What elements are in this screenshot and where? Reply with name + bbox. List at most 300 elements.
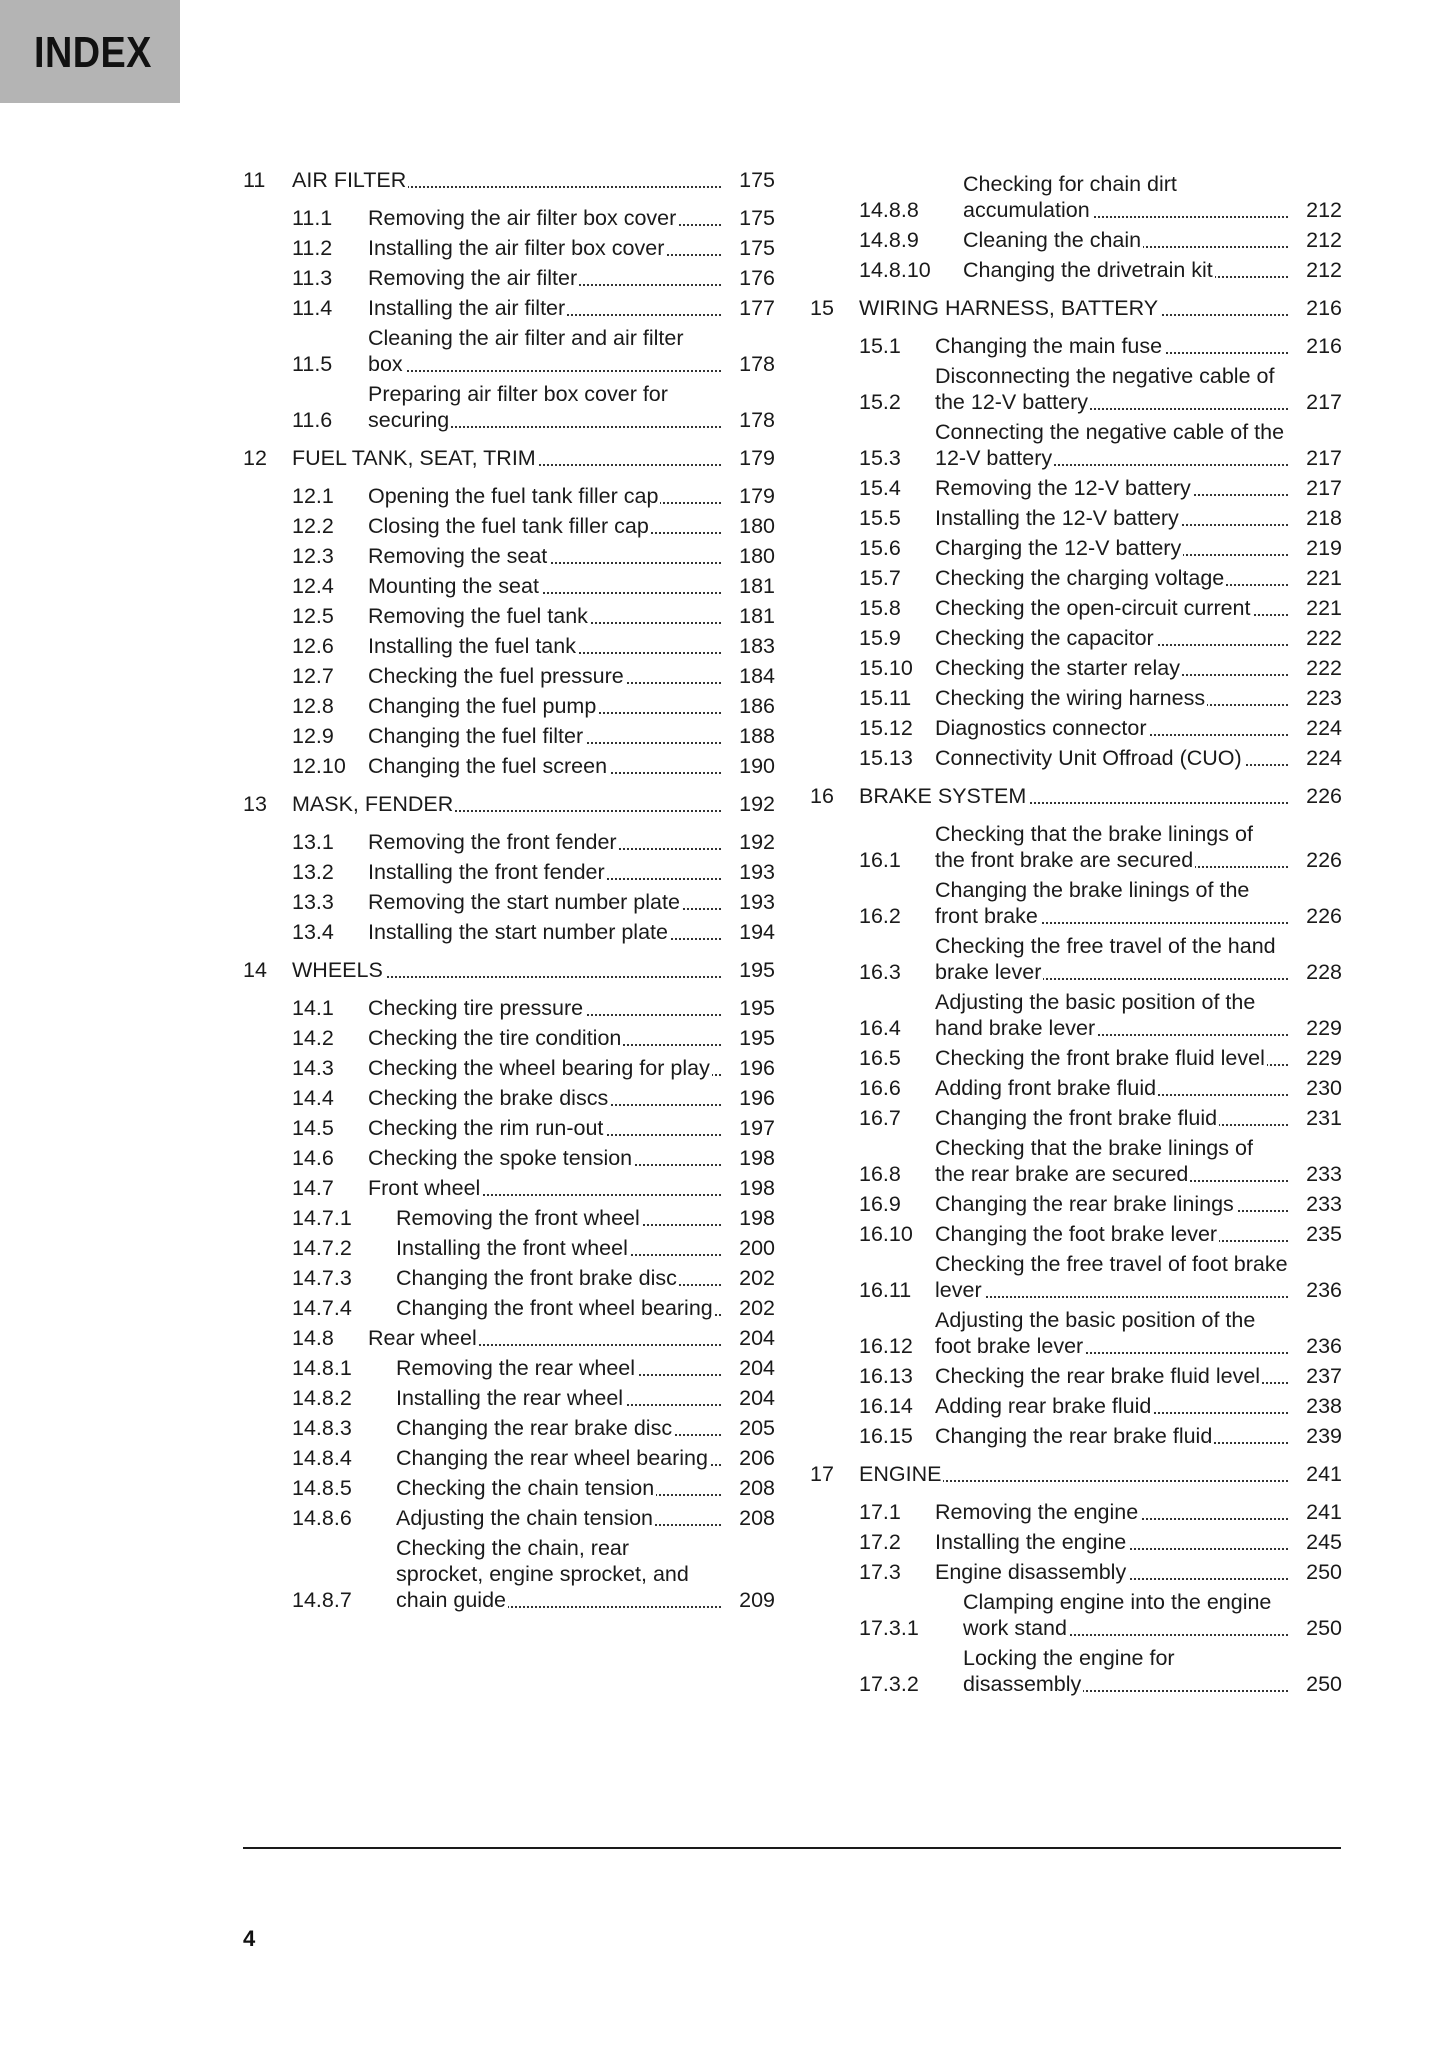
toc-entry-title-wrap <box>368 381 721 433</box>
toc-entry[interactable] <box>243 723 775 749</box>
toc-entry-page: 175 <box>721 167 775 193</box>
toc-entry-page: 222 <box>1288 625 1342 651</box>
toc-entry-title-wrap <box>368 205 721 231</box>
toc-entry-page: 200 <box>721 1235 775 1261</box>
toc-entry-number: 16.3 <box>859 960 901 984</box>
toc-entry[interactable] <box>243 265 775 291</box>
toc-entry-page: 209 <box>721 1587 775 1613</box>
toc-entry-title: Checking the wheel bearing for play <box>368 1056 710 1080</box>
toc-entry-title-line <box>935 1191 1288 1217</box>
toc-entry-number: 13.1 <box>292 830 334 854</box>
toc-entry[interactable] <box>810 1307 1342 1359</box>
toc-chapter-entry[interactable] <box>810 1461 1342 1487</box>
toc-entry[interactable] <box>243 1295 775 1321</box>
index-title: INDEX <box>34 28 152 77</box>
toc-entry[interactable] <box>810 655 1342 681</box>
toc-entry-title-wrap <box>396 1475 721 1501</box>
toc-entry[interactable] <box>243 1415 775 1441</box>
toc-entry-page: 195 <box>721 1025 775 1051</box>
toc-entry[interactable] <box>810 505 1342 531</box>
toc-entry-number: 14.7.3 <box>292 1266 352 1290</box>
toc-entry[interactable] <box>810 821 1342 873</box>
toc-entry-title: Locking the engine for disassembly <box>963 1646 1175 1696</box>
toc-entry-title: Checking the wiring harness <box>935 686 1206 710</box>
toc-entry[interactable] <box>810 1045 1342 1071</box>
toc-entry-title: Changing the brake linings of the front brake <box>935 878 1250 928</box>
toc-entry-title: Adjusting the basic position of the hand brake lever <box>935 990 1256 1040</box>
toc-entry-page: 192 <box>721 791 775 817</box>
toc-entry-title: Installing the engine <box>935 1530 1127 1554</box>
toc-entry[interactable] <box>810 227 1342 253</box>
toc-entry-page: 241 <box>1288 1461 1342 1487</box>
toc-entry-number: 14.8 <box>292 1326 334 1350</box>
toc-entry-title-wrap <box>368 603 721 629</box>
toc-entry-number: 15 <box>810 296 834 320</box>
toc-entry-page: 196 <box>721 1085 775 1111</box>
toc-entry[interactable] <box>810 419 1342 471</box>
toc-entry-title: Preparing air filter box cover for securing <box>368 382 668 432</box>
toc-entry-title: Adding front brake fluid <box>935 1076 1157 1100</box>
toc-entry[interactable] <box>810 1529 1342 1555</box>
toc-entry-page: 193 <box>721 859 775 885</box>
toc-entry-page: 212 <box>1288 257 1342 283</box>
toc-entry-title-line <box>368 889 721 915</box>
toc-entry-title-line <box>859 783 1288 809</box>
toc-entry-number: 15.8 <box>859 596 901 620</box>
toc-entry-title-wrap <box>368 633 721 659</box>
toc-entry[interactable] <box>810 1589 1342 1641</box>
toc-entry-title-wrap <box>935 1307 1288 1359</box>
toc-entry[interactable] <box>810 1559 1342 1585</box>
toc-entry-title-wrap <box>935 877 1288 929</box>
toc-entry[interactable] <box>810 1191 1342 1217</box>
toc-entry-title-wrap <box>935 1499 1288 1525</box>
toc-entry-title-line <box>935 595 1288 621</box>
toc-entry[interactable] <box>243 513 775 539</box>
toc-entry[interactable] <box>243 663 775 689</box>
toc-entry-number: 12.9 <box>292 724 334 748</box>
toc-entry-title-wrap <box>935 1135 1288 1187</box>
toc-entry[interactable] <box>243 205 775 231</box>
toc-entry-title: Mounting the seat <box>368 574 539 598</box>
toc-entry[interactable] <box>243 1055 775 1081</box>
toc-entry-page: 176 <box>721 265 775 291</box>
toc-entry-page: 221 <box>1288 595 1342 621</box>
toc-entry-number: 14.8.4 <box>292 1446 352 1470</box>
toc-entry-title-wrap <box>935 715 1288 741</box>
toc-entry-number: 14.7.2 <box>292 1236 352 1260</box>
toc-entry-page: 212 <box>1288 227 1342 253</box>
toc-entry[interactable] <box>243 1475 775 1501</box>
toc-entry-title-line <box>935 655 1288 681</box>
toc-entry-title-wrap <box>935 821 1288 873</box>
toc-entry[interactable] <box>243 693 775 719</box>
toc-entry-title: MASK, FENDER <box>292 792 454 816</box>
toc-entry-title-line <box>935 1105 1288 1131</box>
toc-entry[interactable] <box>243 889 775 915</box>
toc-entry[interactable] <box>810 363 1342 415</box>
dot-leader <box>935 1296 1288 1298</box>
toc-entry-number: 15.1 <box>859 334 901 358</box>
toc-entry-number: 11.4 <box>292 296 333 320</box>
toc-entry[interactable] <box>810 1221 1342 1247</box>
toc-entry-title-wrap <box>368 1085 721 1111</box>
page-number: 4 <box>243 1926 256 1951</box>
toc-entry-page: 217 <box>1288 445 1342 471</box>
toc-entry-title-line <box>368 663 721 689</box>
toc-entry[interactable] <box>243 1445 775 1471</box>
toc-entry-title: Checking for chain dirt accumulation <box>963 172 1177 222</box>
toc-entry-title: Removing the rear wheel <box>396 1356 636 1380</box>
toc-entry-page: 239 <box>1288 1423 1342 1449</box>
toc-entry-title: Installing the 12-V battery <box>935 506 1179 530</box>
toc-entry-title: Connectivity Unit Offroad (CUO) <box>935 746 1242 770</box>
toc-entry-title-line <box>935 505 1288 531</box>
toc-entry-number: 16.2 <box>859 904 901 928</box>
toc-entry-title-line <box>396 1385 721 1411</box>
toc-entry-page: 229 <box>1288 1015 1342 1041</box>
toc-entry-number: 17.2 <box>859 1530 901 1554</box>
toc-entry-title-line <box>935 821 1288 873</box>
toc-entry[interactable] <box>243 1325 775 1351</box>
toc-entry-title-wrap <box>935 565 1288 591</box>
toc-chapter-entry[interactable] <box>243 957 775 983</box>
toc-entry[interactable] <box>810 1075 1342 1101</box>
toc-entry-title: Removing the fuel tank <box>368 604 588 628</box>
toc-entry-number: 14.8.2 <box>292 1386 352 1410</box>
toc-entry[interactable] <box>810 685 1342 711</box>
toc-entry-page: 192 <box>721 829 775 855</box>
toc-entry-title-line <box>935 1499 1288 1525</box>
toc-entry-title-wrap <box>935 1423 1288 1449</box>
toc-entry-title-wrap <box>396 1445 721 1471</box>
toc-entry[interactable] <box>243 919 775 945</box>
toc-entry[interactable] <box>243 235 775 261</box>
toc-entry-title: Checking the charging voltage <box>935 566 1225 590</box>
toc-entry[interactable] <box>243 1535 775 1613</box>
toc-entry[interactable] <box>243 1505 775 1531</box>
toc-entry[interactable] <box>243 325 775 377</box>
toc-entry-title-line <box>935 565 1288 591</box>
toc-entry-number: 12.6 <box>292 634 334 658</box>
toc-entry-page: 184 <box>721 663 775 689</box>
toc-entry-title: Checking the free travel of the hand brake lever <box>935 934 1276 984</box>
toc-entry-title-line <box>935 933 1288 985</box>
toc-entry[interactable] <box>243 995 775 1021</box>
toc-entry[interactable] <box>243 1025 775 1051</box>
toc-entry-number: 14.8.8 <box>859 198 919 222</box>
toc-entry-page: 178 <box>721 351 775 377</box>
toc-entry-title: Opening the fuel tank filler cap <box>368 484 659 508</box>
toc-entry-page: 250 <box>1288 1559 1342 1585</box>
toc-entry-page: 188 <box>721 723 775 749</box>
toc-entry[interactable] <box>810 1135 1342 1187</box>
toc-entry-number: 14.1 <box>292 996 334 1020</box>
toc-entry-title-wrap <box>859 783 1288 809</box>
toc-entry-title: Checking the front brake fluid level <box>935 1046 1265 1070</box>
toc-entry-title-wrap <box>368 889 721 915</box>
toc-entry-title-line <box>396 1355 721 1381</box>
toc-entry[interactable] <box>810 1423 1342 1449</box>
toc-entry-title-line <box>935 333 1288 359</box>
toc-entry[interactable] <box>243 295 775 321</box>
toc-entry-title: FUEL TANK, SEAT, TRIM <box>292 446 536 470</box>
toc-entry-title-wrap <box>935 419 1288 471</box>
toc-entry-title-wrap <box>368 1055 721 1081</box>
toc-entry-number: 15.4 <box>859 476 901 500</box>
toc-entry-number: 14.6 <box>292 1146 334 1170</box>
toc-entry-page: 190 <box>721 753 775 779</box>
toc-entry-title-wrap <box>935 745 1288 771</box>
toc-entry-title: Changing the rear wheel bearing <box>396 1446 708 1470</box>
toc-entry-number: 14.8.3 <box>292 1416 352 1440</box>
toc-entry-title-wrap <box>368 723 721 749</box>
toc-entry-title: Changing the fuel filter <box>368 724 584 748</box>
toc-entry-title-line <box>368 543 721 569</box>
toc-entry[interactable] <box>810 595 1342 621</box>
toc-entry-title-line <box>368 265 721 291</box>
toc-entry[interactable] <box>810 171 1342 223</box>
toc-entry-title: Installing the front fender <box>368 860 605 884</box>
toc-entry-page: 197 <box>721 1115 775 1141</box>
toc-entry-title-wrap <box>368 753 721 779</box>
toc-entry-page: 221 <box>1288 565 1342 591</box>
toc-entry-number: 14 <box>243 958 267 982</box>
toc-entry-title-line <box>935 1221 1288 1247</box>
toc-entry[interactable] <box>243 753 775 779</box>
toc-entry[interactable] <box>243 1205 775 1231</box>
toc-entry-title-wrap <box>859 1461 1288 1487</box>
toc-entry-title: Installing the fuel tank <box>368 634 576 658</box>
toc-entry-title: Changing the front brake disc <box>396 1266 677 1290</box>
toc-entry-title-wrap <box>368 325 721 377</box>
toc-entry-title-line <box>396 1415 721 1441</box>
toc-entry[interactable] <box>810 1393 1342 1419</box>
toc-entry-page: 226 <box>1288 847 1342 873</box>
toc-entry[interactable] <box>810 625 1342 651</box>
toc-entry-title-line <box>396 1445 721 1471</box>
toc-entry-title-wrap <box>368 1325 721 1351</box>
toc-entry[interactable] <box>810 257 1342 283</box>
toc-entry-title-line <box>935 1075 1288 1101</box>
toc-entry-title-line <box>368 483 721 509</box>
toc-entry[interactable] <box>243 1355 775 1381</box>
toc-entry[interactable] <box>243 633 775 659</box>
toc-entry-number: 16.15 <box>859 1424 913 1448</box>
toc-entry-title-wrap <box>935 933 1288 985</box>
toc-entry-number: 12.5 <box>292 604 334 628</box>
toc-entry-title: Removing the start number plate <box>368 890 680 914</box>
toc-entry-number: 16.4 <box>859 1016 901 1040</box>
toc-entry-title-line <box>368 205 721 231</box>
toc-entry-page: 238 <box>1288 1393 1342 1419</box>
toc-entry-number: 17 <box>810 1462 834 1486</box>
toc-entry-title-wrap <box>396 1385 721 1411</box>
toc-entry-title: Checking the tire condition <box>368 1026 622 1050</box>
toc-entry-title-line <box>963 227 1288 253</box>
toc-entry[interactable] <box>810 715 1342 741</box>
toc-entry-page: 224 <box>1288 745 1342 771</box>
toc-entry-page: 250 <box>1288 1671 1342 1697</box>
toc-entry-title-wrap <box>963 1645 1288 1697</box>
toc-entry[interactable] <box>810 333 1342 359</box>
toc-entry-page: 204 <box>721 1385 775 1411</box>
toc-entry-number: 16 <box>810 784 834 808</box>
toc-entry-page: 202 <box>721 1295 775 1321</box>
toc-entry-title: Installing the rear wheel <box>396 1386 624 1410</box>
toc-entry-title-line <box>368 513 721 539</box>
toc-entry-title: Checking the brake discs <box>368 1086 609 1110</box>
toc-entry-number: 16.9 <box>859 1192 901 1216</box>
toc-entry-page: 175 <box>721 205 775 231</box>
toc-entry[interactable] <box>243 1385 775 1411</box>
toc-entry-title-wrap <box>368 829 721 855</box>
toc-entry-title-line <box>368 381 721 433</box>
toc-entry[interactable] <box>810 1251 1342 1303</box>
toc-entry[interactable] <box>810 877 1342 929</box>
toc-entry[interactable] <box>243 1265 775 1291</box>
toc-chapter-entry[interactable] <box>243 791 775 817</box>
toc-entry-title: Removing the front wheel <box>396 1206 640 1230</box>
toc-entry-title: Changing the fuel screen <box>368 754 608 778</box>
toc-entry[interactable] <box>243 1145 775 1171</box>
toc-entry-title-line <box>396 1295 721 1321</box>
toc-entry-title-wrap <box>368 1145 721 1171</box>
toc-entry[interactable] <box>810 1645 1342 1697</box>
toc-entry[interactable] <box>810 565 1342 591</box>
toc-entry-number: 14.8.6 <box>292 1506 352 1530</box>
toc-entry-title-wrap <box>935 1221 1288 1247</box>
toc-entry[interactable] <box>243 1235 775 1261</box>
toc-entry-title: Changing the foot brake lever <box>935 1222 1218 1246</box>
toc-entry-title-line <box>935 363 1288 415</box>
toc-entry-title-line <box>368 723 721 749</box>
toc-entry-title-line <box>963 171 1288 223</box>
toc-entry-title: Checking tire pressure <box>368 996 584 1020</box>
toc-right-column <box>810 167 1342 1697</box>
toc-entry-number: 12.7 <box>292 664 334 688</box>
toc-entry-number: 14.8.10 <box>859 258 931 282</box>
toc-entry-title-wrap <box>396 1505 721 1531</box>
toc-entry-title: Checking the chain, rear sprocket, engine sprocket, and chain guide <box>396 1536 689 1612</box>
toc-entry-number: 14.7.1 <box>292 1206 352 1230</box>
toc-entry-page: 204 <box>721 1325 775 1351</box>
toc-entry-number: 13 <box>243 792 267 816</box>
toc-entry-title-wrap <box>368 919 721 945</box>
toc-entry[interactable] <box>243 573 775 599</box>
toc-entry-title: Charging the 12-V battery <box>935 536 1182 560</box>
toc-entry-title: Disconnecting the negative cable of the 12-V battery <box>935 364 1275 414</box>
toc-entry-title-line <box>859 295 1288 321</box>
toc-entry[interactable] <box>243 829 775 855</box>
toc-entry[interactable] <box>810 475 1342 501</box>
toc-entry-number: 12.3 <box>292 544 334 568</box>
toc-entry-title: Checking the open-circuit current <box>935 596 1251 620</box>
toc-entry-title: Adding rear brake fluid <box>935 1394 1152 1418</box>
toc-entry-number: 15.7 <box>859 566 901 590</box>
toc-entry[interactable] <box>243 859 775 885</box>
toc-entry-title: AIR FILTER <box>292 168 407 192</box>
toc-entry-title: Checking the free travel of foot brake lever <box>935 1252 1288 1302</box>
toc-entry[interactable] <box>810 1363 1342 1389</box>
toc-entry-title-wrap <box>935 1251 1288 1303</box>
toc-entry-title-line <box>368 829 721 855</box>
toc-entry[interactable] <box>243 603 775 629</box>
toc-entry-page: 198 <box>721 1145 775 1171</box>
toc-entry-title-line <box>935 1135 1288 1187</box>
toc-entry-page: 223 <box>1288 685 1342 711</box>
toc-entry-title-line <box>396 1235 721 1261</box>
toc-entry-title: Checking that the brake linings of the rear brake are secured <box>935 1136 1253 1186</box>
toc-entry-title-line <box>935 1559 1288 1585</box>
toc-entry[interactable] <box>810 1105 1342 1131</box>
toc-entry-title: Checking the rear brake fluid level <box>935 1364 1261 1388</box>
toc-entry-page: 226 <box>1288 903 1342 929</box>
toc-entry-title-wrap <box>859 295 1288 321</box>
toc-entry-title-line <box>396 1535 721 1613</box>
toc-entry-title-line <box>963 1589 1288 1641</box>
toc-entry[interactable] <box>243 543 775 569</box>
toc-entry-title: Removing the 12-V battery <box>935 476 1191 500</box>
toc-entry-page: 178 <box>721 407 775 433</box>
toc-entry-title-line <box>935 1307 1288 1359</box>
toc-entry[interactable] <box>243 381 775 433</box>
toc-entry-title: Checking that the brake linings of the front brake are secured <box>935 822 1253 872</box>
toc-entry-number: 12.8 <box>292 694 334 718</box>
toc-entry-page: 250 <box>1288 1615 1342 1641</box>
toc-entry[interactable] <box>243 483 775 509</box>
toc-entry-number: 13.3 <box>292 890 334 914</box>
toc-entry[interactable] <box>243 1085 775 1111</box>
toc-entry-title-line <box>935 1393 1288 1419</box>
toc-entry[interactable] <box>810 933 1342 985</box>
toc-entry-title: Cleaning the chain <box>963 228 1142 252</box>
toc-chapter-entry[interactable] <box>810 783 1342 809</box>
toc-entry[interactable] <box>810 1499 1342 1525</box>
toc-chapter-entry[interactable] <box>243 445 775 471</box>
toc-entry-title-line <box>368 1325 721 1351</box>
toc-entry-number: 12.1 <box>292 484 334 508</box>
toc-entry-title-wrap <box>368 859 721 885</box>
toc-entry-page: 193 <box>721 889 775 915</box>
toc-entry-number: 16.7 <box>859 1106 901 1130</box>
toc-chapter-entry[interactable] <box>810 295 1342 321</box>
toc-entry-title-wrap <box>396 1535 721 1613</box>
toc-entry[interactable] <box>243 1175 775 1201</box>
toc-entry-title-line <box>368 1085 721 1111</box>
toc-entry[interactable] <box>243 1115 775 1141</box>
toc-entry-number: 11.1 <box>292 206 333 230</box>
toc-entry-page: 181 <box>721 573 775 599</box>
toc-entry-title-line <box>368 603 721 629</box>
toc-entry[interactable] <box>810 745 1342 771</box>
toc-entry-title: Removing the seat <box>368 544 548 568</box>
toc-entry-title-wrap <box>368 483 721 509</box>
toc-entry[interactable] <box>810 535 1342 561</box>
toc-entry[interactable] <box>810 989 1342 1041</box>
toc-entry-title: Changing the main fuse <box>935 334 1163 358</box>
toc-entry-page: 212 <box>1288 197 1342 223</box>
toc-chapter-entry[interactable] <box>243 167 775 193</box>
toc-entry-number: 14.8.9 <box>859 228 919 252</box>
toc-entry-page: 205 <box>721 1415 775 1441</box>
toc-entry-title-line <box>935 685 1288 711</box>
toc-entry-title: WHEELS <box>292 958 383 982</box>
toc-entry-page: 177 <box>721 295 775 321</box>
toc-entry-title-wrap <box>935 685 1288 711</box>
toc-entry-title-wrap <box>935 505 1288 531</box>
toc-entry-title: Changing the rear brake linings <box>935 1192 1234 1216</box>
